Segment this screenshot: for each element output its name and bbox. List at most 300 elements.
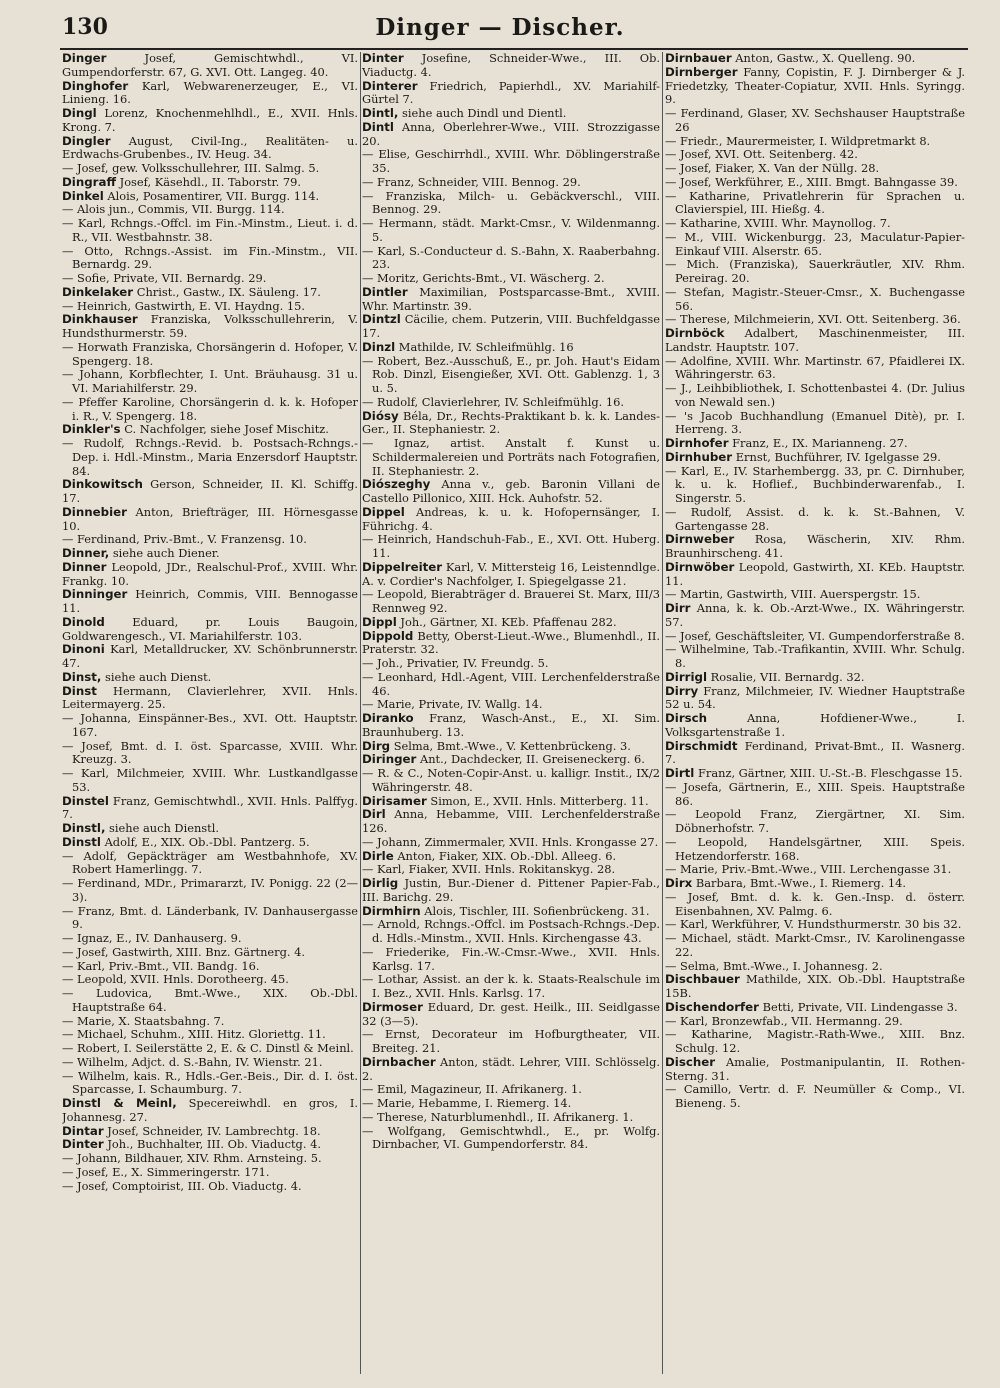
directory-entry xyxy=(62,643,358,671)
entry-text: — Katharine, XVIII. Whr. Maynollog. 7. xyxy=(665,216,891,230)
entry-text: siehe auch Dienstl. xyxy=(105,821,219,835)
directory-entry xyxy=(362,245,660,273)
directory-entry xyxy=(362,836,660,850)
directory-entry xyxy=(362,973,660,1001)
directory-entry xyxy=(362,313,660,341)
directory-entry xyxy=(62,162,358,176)
directory-entry xyxy=(62,437,358,478)
directory-entry xyxy=(362,753,660,767)
directory-entry xyxy=(665,66,965,107)
entry-text: Franz, Wasch-Anst., E., XI. Sim. Braunhuberg. 13. xyxy=(362,711,660,739)
entry-text: — Adolf, Gepäckträger am Westbahnhofe, XV. Robert Hamerlingg. 7. xyxy=(62,848,358,877)
page-number: 130 xyxy=(62,14,108,40)
directory-entry xyxy=(665,808,965,836)
directory-entry xyxy=(362,767,660,795)
entry-text: Rosalie, VII. Bernardg. 32. xyxy=(707,669,865,684)
directory-entry xyxy=(362,1125,660,1153)
entry-surname: Dinnebier xyxy=(62,504,127,519)
entry-text: Franz, Gemischtwhdl., XVII. Hnls. Palffyg. 7. xyxy=(62,793,358,822)
entry-text: Alois, Tischler, III. Sofienbrückeng. 31. xyxy=(420,903,650,918)
entry-text: siehe auch Dienst. xyxy=(101,669,212,684)
column-3 xyxy=(665,52,965,1374)
entry-text: — Franz, Bmt. d. Länderbank, IV. Danhausergasse 9. xyxy=(62,903,358,932)
entry-text: — Josef, Bmt. d. I. öst. Sparcasse, XVIII. Whr. Kreuzg. 3. xyxy=(62,738,358,767)
entry-text: — Ignaz, E., IV. Danhauserg. 9. xyxy=(62,931,242,945)
directory-entry xyxy=(362,286,660,314)
directory-entry xyxy=(362,478,660,506)
entry-text: — Wilhelmine, Tab.-Trafikantin, XVIII. Whr. Schulg. 8. xyxy=(665,642,965,670)
entry-surname: Dirnböck xyxy=(665,326,725,340)
entry-surname: Dirnweber xyxy=(665,532,735,547)
directory-entry xyxy=(362,1097,660,1111)
entry-text: — Selma, Bmt.-Wwe., I. Johannesg. 2. xyxy=(665,958,883,973)
entry-text: Mathilde, XIX. Ob.-Dbl. Hauptstraße 15B. xyxy=(665,972,965,1000)
directory-entry xyxy=(362,918,660,946)
entry-text: Specereiwhdl. en gros, I. Johannesg. 27. xyxy=(62,1096,358,1124)
directory-entry xyxy=(62,1180,358,1194)
directory-entry xyxy=(665,561,965,589)
entry-surname: Dinkelaker xyxy=(62,284,134,299)
entry-text: — Robert, I. Seilerstätte 2, E. & C. Dinstl & Meinl. xyxy=(62,1041,354,1055)
entry-text: — Heinrich, Handschuh-Fab., E., XVI. Ott. Huberg. 11. xyxy=(362,532,660,560)
directory-entry xyxy=(362,1056,660,1084)
directory-entry xyxy=(665,451,965,465)
entry-surname: Dippold xyxy=(362,628,414,643)
entry-text: — Lothar, Assist. an der k. k. Staats-Realschule im I. Bez., XVII. Hnls. Karlsg. 17. xyxy=(362,972,660,1000)
directory-entry xyxy=(665,671,965,685)
directory-entry xyxy=(665,602,965,630)
entry-text: — Karl, Fiaker, XVII. Hnls. Rokitanskyg. 28. xyxy=(362,862,616,877)
directory-entry xyxy=(62,932,358,946)
directory-entry xyxy=(665,767,965,781)
entry-text: — Ernst, Decorateur im Hofburgtheater, VII. Breiteg. 21. xyxy=(362,1027,660,1055)
directory-entry xyxy=(665,135,965,149)
entry-surname: Dirnhuber xyxy=(665,449,733,464)
entry-surname: Dischbauer xyxy=(665,972,740,987)
entry-text: — Josef, Fiaker, X. Van der Nüllg. 28. xyxy=(665,161,880,175)
directory-entry xyxy=(62,1138,358,1152)
directory-entry xyxy=(62,1056,358,1070)
directory-entry xyxy=(665,148,965,162)
entry-text: — Mich. (Franziska), Sauerkräutler, XIV. Rhm. Pereirag. 20. xyxy=(665,257,965,285)
entry-text: — Karl, E., IV. Starhembergg. 33, pr. C. Dirnhuber, k. u. k. Hoflief., Buchbinderwarenfab., I. Singerstr. 5. xyxy=(665,463,965,505)
entry-text: — Karl, S.-Conducteur d. S.-Bahn, X. Raaberbahng. 23. xyxy=(362,243,660,272)
page-title: Dinger — Discher. xyxy=(375,14,625,41)
entry-text: — Hermann, städt. Markt-Cmsr., V. Wildenmanng. 5. xyxy=(362,216,660,244)
directory-entry xyxy=(665,960,965,974)
entry-text: — 's Jacob Buchhandlung (Emanuel Ditè), pr. I. Herreng. 3. xyxy=(665,408,965,437)
entry-text: — Adolfine, XVIII. Whr. Martinstr. 67, Pfaidlerei IX. Währingerstr. 63. xyxy=(665,353,965,382)
entry-surname: Dirsch xyxy=(665,711,708,725)
entry-text: — Elise, Geschirrhdl., XVIII. Whr. Döblingerstraße 35. xyxy=(362,147,660,175)
directory-entry xyxy=(362,630,660,658)
directory-entry xyxy=(362,1083,660,1097)
directory-entry xyxy=(362,877,660,905)
directory-entry xyxy=(62,877,358,905)
entry-surname: Dirrigl xyxy=(665,669,708,684)
directory-entry xyxy=(665,863,965,877)
directory-entry xyxy=(665,740,965,768)
directory-entry xyxy=(62,960,358,974)
directory-entry xyxy=(665,355,965,383)
directory-entry xyxy=(362,533,660,561)
directory-entry xyxy=(62,836,358,850)
entry-text: — Karl, Rchngs.-Offcl. im Fin.-Minstm., Lieut. i. d. R., VII. Westbahnstr. 38. xyxy=(62,216,358,244)
directory-entry xyxy=(665,630,965,644)
directory-entry xyxy=(62,423,358,437)
entry-text: Karl, Metalldrucker, XV. Schönbrunnerstr. 47. xyxy=(62,642,358,670)
entry-text: — Karl, Milchmeier, XVIII. Whr. Lustkandlgasse 53. xyxy=(62,766,358,794)
entry-surname: Dirnwöber xyxy=(665,559,735,574)
entry-text: — Heinrich, Gastwirth, E. VI. Haydng. 15. xyxy=(62,298,305,313)
entry-text: Josef, Käsehdl., II. Taborstr. 79. xyxy=(116,174,302,189)
directory-entry xyxy=(62,190,358,204)
entry-surname: Dinstl, xyxy=(62,821,106,835)
entry-text: Andreas, k. u. k. Hofopernsänger, I. Führichg. 4. xyxy=(362,504,660,533)
entry-text: — Friederike, Fin.-W.-Cmsr.-Wwe., XVII. Hnls. Karlsg. 17. xyxy=(362,944,660,973)
entry-text: — Leopold, Handelsgärtner, XIII. Speis. Hetzendorferstr. 168. xyxy=(665,834,965,863)
directory-entry xyxy=(665,588,965,602)
entry-text: Amalie, Postmanipulantin, II. Rothen-Sterng. 31. xyxy=(665,1054,965,1083)
entry-text: — Otto, Rchngs.-Assist. im Fin.-Minstm., VII. Bernardg. 29. xyxy=(62,243,358,272)
entry-surname: Dippl xyxy=(362,614,397,629)
entry-text: Ernst, Buchführer, IV. Igelgasse 29. xyxy=(732,449,941,464)
directory-entry xyxy=(665,382,965,410)
directory-entry xyxy=(665,327,965,355)
entry-text: Simon, E., XVII. Hnls. Mitterberg. 11. xyxy=(426,793,649,808)
entry-text: — Friedr., Maurermeister, I. Wildpretmarkt 8. xyxy=(665,133,931,148)
column-divider xyxy=(662,52,663,1374)
entry-surname: Dirtl xyxy=(665,766,695,780)
entry-text: — Karl, Priv.-Bmt., VII. Bandg. 16. xyxy=(62,958,260,973)
entry-text: Karl, V. Mittersteig 16, Leistenndlge. A. v. Cordier's Nachfolger, I. Spiegelgasse 21. xyxy=(362,559,660,588)
directory-entry xyxy=(62,946,358,960)
entry-surname: Dirisamer xyxy=(362,793,427,808)
entry-text: Selma, Bmt.-Wwe., V. Kettenbrückeng. 3. xyxy=(390,738,631,753)
directory-entry xyxy=(362,905,660,919)
entry-text: Joh., Buchhalter, III. Ob. Viaductg. 4. xyxy=(103,1137,321,1152)
entry-text: — Martin, Gastwirth, VIII. Auerspergstr. 15. xyxy=(665,587,921,602)
directory-entry xyxy=(665,107,965,135)
directory-entry xyxy=(62,300,358,314)
directory-entry xyxy=(62,1152,358,1166)
directory-entry xyxy=(62,203,358,217)
directory-entry xyxy=(665,712,965,740)
entry-surname: Dirnbacher xyxy=(362,1054,436,1069)
entry-text: — Arnold, Rchngs.-Offcl. im Postsach-Rchngs.-Dep. d. Hdls.-Minstm., XVII. Hnls. Kirchengasse 43. xyxy=(362,917,660,945)
entry-text: — Johann, Bildhauer, XIV. Rhm. Arnsteing. 5. xyxy=(62,1151,322,1165)
directory-entry xyxy=(62,396,358,424)
entry-text: Friedrich, Papierhdl., XV. Mariahilf-Gürtel 7. xyxy=(362,78,660,107)
entry-text: Betti, Private, VII. Lindengasse 3. xyxy=(758,999,958,1014)
directory-entry xyxy=(665,437,965,451)
entry-text: — Katharine, Privatlehrerin für Sprachen u. Clavierspiel, III. Hießg. 4. xyxy=(665,188,965,217)
entry-surname: Dinner, xyxy=(62,546,110,560)
directory-entry xyxy=(665,231,965,259)
directory-entry xyxy=(62,987,358,1015)
entry-text: Maximilian, Postsparcasse-Bmt., XVIII. Whr. Martinstr. 39. xyxy=(362,284,660,313)
entry-text: — Ferdinand, Priv.-Bmt., V. Franzensg. 10. xyxy=(62,532,307,547)
directory-entry xyxy=(665,217,965,231)
entry-text: — Rudolf, Rchngs.-Revid. b. Postsach-Rchngs.-Dep. i. Hdl.-Minstm., Maria Enzersdorf Hauptstr. 84. xyxy=(62,436,358,478)
directory-entry xyxy=(62,588,358,616)
entry-surname: Dirschmidt xyxy=(665,738,738,753)
entry-text: Gerson, Schneider, II. Kl. Schiffg. 17. xyxy=(62,477,358,505)
entry-text: Betty, Oberst-Lieut.-Wwe., Blumenhdl., II. Praterstr. 32. xyxy=(362,628,660,657)
directory-entry xyxy=(362,740,660,754)
entry-text: — Leopold, XVII. Hnls. Dorotheerg. 45. xyxy=(62,972,289,987)
directory-entry xyxy=(665,286,965,314)
entry-text: Justin, Bur.-Diener d. Pittener Papier-Fab., III. Barichg. 29. xyxy=(362,876,660,904)
entry-text: Anna, Oberlehrer-Wwe., VIII. Strozzigasse 20. xyxy=(362,119,660,148)
entry-surname: Dirle xyxy=(362,848,394,863)
directory-entry xyxy=(62,850,358,878)
directory-entry xyxy=(362,272,660,286)
directory-entry xyxy=(665,506,965,534)
entry-surname: Dintler xyxy=(362,284,408,299)
directory-entry xyxy=(362,355,660,396)
directory-entry xyxy=(362,217,660,245)
entry-text: — Josef, Gastwirth, XIII. Bnz. Gärtnerg. 4. xyxy=(62,944,306,959)
directory-entry xyxy=(62,107,358,135)
entry-text: Heinrich, Commis, VIII. Bennogasse 11. xyxy=(62,587,358,615)
entry-text: Barbara, Bmt.-Wwe., I. Riemerg. 14. xyxy=(692,876,907,890)
entry-text: Lorenz, Knochenmehlhdl., E., XVII. Hnls. Krong. 7. xyxy=(62,106,358,134)
entry-text: — Franz, Schneider, VIII. Bennog. 29. xyxy=(362,174,581,189)
directory-entry xyxy=(665,190,965,218)
entry-text: — Wilhelm, kais. R., Hdls.-Ger.-Beis., Dir. d. I. öst. Sparcasse, I. Schaumburg. 7. xyxy=(62,1068,358,1097)
directory-entry xyxy=(62,245,358,273)
entry-surname: Dinstl xyxy=(62,834,101,849)
entry-surname: Dirmoser xyxy=(362,999,423,1014)
entry-surname: Dintl xyxy=(362,119,394,134)
directory-entry xyxy=(362,657,660,671)
entry-text: — Ignaz, artist. Anstalt f. Kunst u. Schildermalereien und Porträts nach Fotografien, II. Stephaniestr. 2. xyxy=(362,436,660,478)
directory-entry xyxy=(362,1028,660,1056)
entry-text: — Ludovica, Bmt.-Wwe., XIX. Ob.-Dbl. Hauptstraße 64. xyxy=(62,986,358,1014)
entry-text: Alois, Posamentirer, VII. Burgg. 114. xyxy=(103,188,320,203)
directory-entry xyxy=(665,643,965,671)
directory-entry xyxy=(362,671,660,699)
entry-text: — Marie, X. Staatsbahng. 7. xyxy=(62,1013,225,1028)
entry-text: — Joh., Privatier, IV. Freundg. 5. xyxy=(362,656,549,670)
directory-entry xyxy=(62,822,358,836)
directory-entry xyxy=(362,80,660,108)
entry-surname: Dingler xyxy=(62,133,111,148)
directory-entry xyxy=(362,506,660,534)
entry-surname: Dingraff xyxy=(62,174,117,189)
entry-text: — Wolfgang, Gemischtwhdl., E., pr. Wolfg. Dirnbacher, VI. Gumpendorferstr. 84. xyxy=(362,1123,660,1152)
entry-surname: Dinold xyxy=(62,614,105,629)
directory-entry xyxy=(665,973,965,1001)
entry-text: Franz, Milchmeier, IV. Wiedner Hauptstraße 52 u. 54. xyxy=(665,683,965,712)
entry-text: — Sofie, Private, VII. Bernardg. 29. xyxy=(62,271,267,285)
entry-surname: Dinstl & Meinl, xyxy=(62,1096,177,1110)
entry-text: — Josefa, Gärtnerin, E., XIII. Speis. Hauptstraße 86. xyxy=(665,779,965,808)
directory-entry xyxy=(665,877,965,891)
entry-surname: Dinninger xyxy=(62,587,128,602)
directory-entry xyxy=(62,368,358,396)
entry-surname: Diranko xyxy=(362,711,414,725)
entry-text: — Johann, Korbflechter, I. Unt. Bräuhausg. 31 u. VI. Mariahilferstr. 29. xyxy=(62,367,358,395)
directory-entry xyxy=(62,286,358,300)
directory-entry xyxy=(665,918,965,932)
directory-entry xyxy=(362,121,660,149)
directory-entry xyxy=(665,781,965,809)
directory-entry xyxy=(665,162,965,176)
directory-entry xyxy=(62,905,358,933)
directory-entry xyxy=(62,533,358,547)
directory-entry xyxy=(62,795,358,823)
entry-text: C. Nachfolger, siehe Josef Mischitz. xyxy=(120,422,329,437)
entry-text: — Josef, E., X. Simmeringerstr. 171. xyxy=(62,1164,270,1179)
directory-entry xyxy=(362,616,660,630)
entry-text: — Ferdinand, MDr., Primararzt, IV. Ponigg. 22 (2—3). xyxy=(62,876,358,904)
entry-text: — M., VIII. Wickenburgg. 23, Maculatur-Papier-Einkauf VIII. Alserstr. 65. xyxy=(665,229,965,258)
entry-surname: Dirl xyxy=(362,807,386,822)
entry-text: — Leopold Franz, Ziergärtner, XI. Sim. Döbnerhofstr. 7. xyxy=(665,807,965,835)
entry-text: Anton, Briefträger, III. Hörnesgasse 10. xyxy=(62,504,358,533)
directory-entry xyxy=(362,437,660,478)
directory-entry xyxy=(62,1042,358,1056)
directory-entry xyxy=(665,1083,965,1111)
directory-entry xyxy=(362,148,660,176)
directory-entry xyxy=(62,506,358,534)
entry-surname: Dinger xyxy=(62,52,107,65)
entry-text: Ferdinand, Privat-Bmt., II. Wasnerg. 7. xyxy=(665,738,965,767)
entry-surname: Diringer xyxy=(362,752,417,767)
entry-text: — Marie, Hebamme, I. Riemerg. 14. xyxy=(362,1096,572,1110)
entry-surname: Dinter xyxy=(362,52,404,65)
entry-surname: Dirr xyxy=(665,601,691,615)
directory-entry xyxy=(665,685,965,713)
entry-text: Rosa, Wäscherin, XIV. Rhm. Braunhirscheng. 41. xyxy=(665,532,965,560)
entry-text: Franziska, Volksschullehrerin, V. Hundsthurmerstr. 59. xyxy=(62,312,358,340)
entry-text: Fanny, Copistin, F. J. Dirnberger & J. Friedetzky, Theater-Copiatur, XVII. Hnls. Syringg. 9. xyxy=(665,64,965,107)
directory-entry xyxy=(62,561,358,589)
directory-entry xyxy=(62,685,358,713)
entry-text: Eduard, Dr. gest. Heilk., III. Seidlgasse 32 (3—5). xyxy=(362,999,660,1028)
entry-text: Leopold, Gastwirth, XI. KEb. Hauptstr. 11. xyxy=(665,559,965,588)
entry-surname: Dippelreiter xyxy=(362,559,443,574)
entry-text: — Rudolf, Clavierlehrer, IV. Schleifmühlg. 16. xyxy=(362,394,625,409)
entry-surname: Dirnhofer xyxy=(665,436,729,450)
entry-surname: Dingl xyxy=(62,106,97,120)
directory-entry xyxy=(362,795,660,809)
entry-surname: Dirnberger xyxy=(665,64,738,79)
directory-entry xyxy=(665,465,965,506)
entry-text: Cäcilie, chem. Putzerin, VIII. Buchfeldgasse 17. xyxy=(362,312,660,340)
entry-text: Ant., Dachdecker, II. Greiseneckerg. 6. xyxy=(416,752,645,767)
directory-entry xyxy=(362,698,660,712)
directory-entry xyxy=(362,561,660,589)
directory-entry xyxy=(62,478,358,506)
entry-surname: Dinkel xyxy=(62,188,104,203)
directory-entry xyxy=(665,410,965,438)
entry-text: — Josef, Bmt. d. k. k. Gen.-Insp. d. österr. Eisenbahnen, XV. Palmg. 6. xyxy=(665,889,965,918)
entry-text: — Therese, Naturblumenhdl., II. Afrikanerg. 1. xyxy=(362,1109,634,1124)
entry-surname: Dinner xyxy=(62,559,107,574)
entry-text: Karl, Webwarenerzeuger, E., VI. Linieng. 16. xyxy=(62,78,358,107)
directory-entry xyxy=(62,80,358,108)
directory-entry xyxy=(665,1015,965,1029)
directory-entry xyxy=(665,932,965,960)
entry-text: — Emil, Magazineur, II. Afrikanerg. 1. xyxy=(362,1082,582,1097)
directory-entry xyxy=(665,1001,965,1015)
entry-surname: Dischendorfer xyxy=(665,999,759,1014)
entry-text: — Karl, Werkführer, V. Hundsthurmerstr. 30 bis 32. xyxy=(665,917,962,932)
directory-entry xyxy=(362,946,660,974)
entry-text: — Pfeffer Karoline, Chorsängerin d. k. k. Hofoper i. R., V. Spengerg. 18. xyxy=(62,394,358,423)
entry-surname: Dintl, xyxy=(362,106,399,120)
entry-text: — Rudolf, Assist. d. k. k. St.-Bahnen, V. Gartengasse 28. xyxy=(665,504,965,533)
directory-entry xyxy=(665,891,965,919)
entry-text: — Marie, Private, IV. Wallg. 14. xyxy=(362,697,543,712)
directory-entry xyxy=(62,616,358,644)
directory-entry xyxy=(665,533,965,561)
entry-text: Anton, Gastw., X. Quelleng. 90. xyxy=(731,52,916,65)
entry-text: Anna, Hofdiener-Wwe., I. Volksgartenstraße 1. xyxy=(665,711,965,739)
directory-entry xyxy=(665,836,965,864)
entry-surname: Dippel xyxy=(362,504,405,519)
entry-text: — Marie, Priv.-Bmt.-Wwe., VIII. Lerchengasse 31. xyxy=(665,862,952,877)
entry-text: Anna, Hebamme, VIII. Lerchenfelderstraße 126. xyxy=(362,807,660,835)
entry-surname: Dinkhauser xyxy=(62,312,138,327)
directory-entry xyxy=(62,1015,358,1029)
entry-text: — Moritz, Gerichts-Bmt., VI. Wäscherg. 2. xyxy=(362,271,605,285)
entry-text: — Therese, Milchmeierin, XVI. Ott. Seitenberg. 36. xyxy=(665,312,961,327)
entry-text: — Johann, Zimmermaler, XVII. Hnls. Krongasse 27. xyxy=(362,834,659,849)
directory-entry xyxy=(362,863,660,877)
entry-text: — Johanna, Einspänner-Bes., XVI. Ott. Hauptstr. 167. xyxy=(62,711,358,739)
entry-text: — Horwath Franziska, Chorsängerin d. Hofoper, V. Spengerg. 18. xyxy=(62,339,358,368)
entry-text: — Michael, städt. Markt-Cmsr., IV. Karolinengasse 22. xyxy=(665,931,965,959)
entry-text: Adalbert, Maschinenmeister, III. Landstr. Hauptstr. 107. xyxy=(665,326,965,354)
entry-text: — Karl, Bronzewfab., VII. Hermanng. 29. xyxy=(665,1013,903,1028)
entry-text: — Leopold, Bierabträger d. Brauerei St. Marx, III/3 Rennweg 92. xyxy=(362,587,660,615)
entry-text: Béla, Dr., Rechts-Praktikant b. k. k. Landes-Ger., II. Stephaniestr. 2. xyxy=(362,408,660,437)
entry-text: — Josef, XVI. Ott. Seitenberg. 42. xyxy=(665,147,858,162)
entry-text: — Alois jun., Commis, VII. Burgg. 114. xyxy=(62,202,285,217)
entry-text: siehe auch Diener. xyxy=(109,546,220,560)
directory-entry xyxy=(62,52,358,80)
directory-entry xyxy=(665,258,965,286)
entry-text: Josef, Gemischtwhdl., VI. Gumpendorferstr. 67, G. XVI. Ott. Langeg. 40. xyxy=(62,52,358,79)
entry-text: Anton, städt. Lehrer, VIII. Schlösselg. 2. xyxy=(362,1054,660,1083)
directory-entry xyxy=(62,712,358,740)
directory-entry xyxy=(362,712,660,740)
entry-text: Hermann, Clavierlehrer, XVII. Hnls. Leitermayerg. 25. xyxy=(62,683,358,712)
entry-text: Eduard, pr. Louis Baugoin, Goldwarengesch., VI. Mariahilferstr. 103. xyxy=(62,614,358,643)
entry-text: — Josef, gew. Volksschullehrer, III. Salmg. 5. xyxy=(62,161,320,175)
entry-surname: Dinoni xyxy=(62,642,105,657)
entry-surname: Dinstel xyxy=(62,793,109,808)
entry-surname: Dirnbauer xyxy=(665,52,732,65)
entry-surname: Diósy xyxy=(362,408,399,423)
entry-text: — Leonhard, Hdl.-Agent, VIII. Lerchenfelderstraße 46. xyxy=(362,669,660,698)
header-rule xyxy=(60,48,968,50)
entry-text: Leopold, JDr., Realschul-Prof., XVIII. Whr. Frankg. 10. xyxy=(62,559,358,588)
entry-surname: Dinzl xyxy=(362,339,396,354)
entry-text: Franz, E., IX. Marianneng. 27. xyxy=(728,436,908,450)
entry-surname: Dirx xyxy=(665,876,693,890)
entry-text: Franz, Gärtner, XIII. U.-St.-B. Fleschgasse 15. xyxy=(694,766,963,780)
directory-entry xyxy=(665,52,965,66)
directory-entry xyxy=(62,313,358,341)
entry-surname: Dinst, xyxy=(62,669,102,684)
directory-entry xyxy=(362,396,660,410)
directory-entry xyxy=(62,1166,358,1180)
